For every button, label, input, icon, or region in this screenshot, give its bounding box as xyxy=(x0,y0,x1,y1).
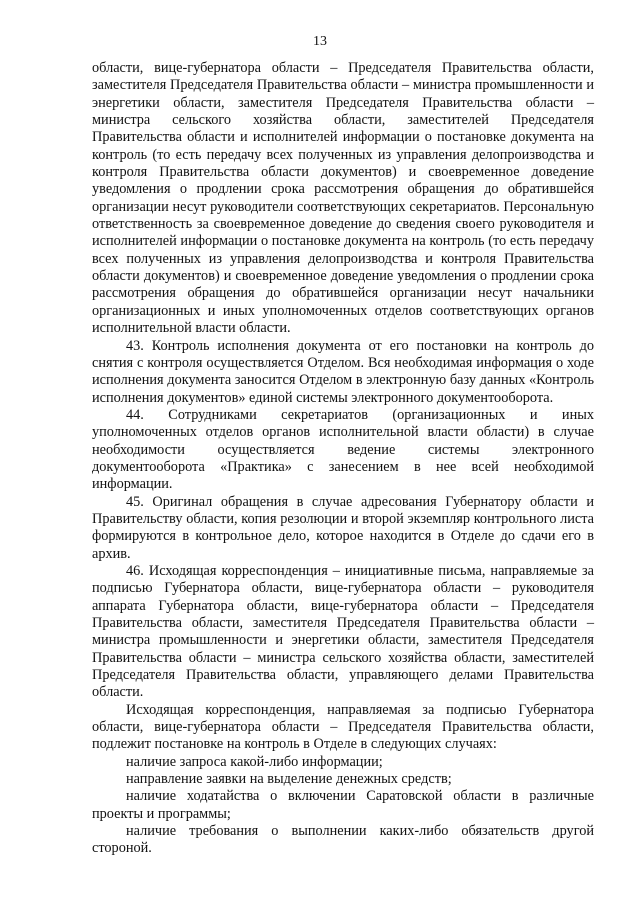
paragraph-outgoing-control: Исходящая корреспонденция, направляемая за подписью Губернатора области, вице-губернатора области – Председателя Правительства области, подлежит постановке на контроль в Отделе в следующих случаях: xyxy=(92,701,594,753)
list-item-info-request: наличие запроса какой-либо информации; xyxy=(126,753,383,770)
paragraph-46: 46. Исходящая корреспонденция – инициативные письма, направляемые за подписью Губернатора области, вице-губернатора области – руководителя аппарата Губернатора области, вице-губернатора области – Председателя Правительства области, заместителя Председателя Правительства области – министра промышленности и энергетики области, заместителя Председателя Правительства области – министра сельского хозяйства области, заместителей Председателя Правительства области, управляющего делами Правительства области. xyxy=(92,562,594,701)
paragraph-44: 44. Сотрудниками секретариатов (организационных и иных уполномоченных отделов органов исполнительной власти области) в случае необходимости осуществляется ведение системы электронного документооборота «Практика» с занесением в нее всей необходимой информации. xyxy=(92,406,594,493)
list-item-petition: наличие ходатайства о включении Саратовской области в различные проекты и программы; xyxy=(92,788,594,822)
paragraph-43: 43. Контроль исполнения документа от его постановки на контроль до снятия с контроля осуществляется Отделом. Вся необходимая информация о ходе исполнения документа заносится Отделом в электронную базу данных «Контроль исполнения документов» единой системы электронного документооборота. xyxy=(92,337,594,406)
paragraph-45: 45. Оригинал обращения в случае адресования Губернатору области и Правительству области, копия резолюции и второй экземпляр контрольного листа формируются в контрольное дело, которое находится в Отделе до сдачи его в архив. xyxy=(92,493,594,562)
paragraph-continuation: области, вице-губернатора области – Председателя Правительства области, заместителя Председателя Правительства области – министра промышленности и энергетики области, заместителя Председателя Правительства области – министра сельского хозяйства области, заместителей Председателя Правительства области и исполнителей информации о постановке документа на контроль (то есть передачу всех полученных из управления делопроизводства и контроля Правительства области документов) и своевременное доведение уведомления о продлении срока рассмотрения обращения до обратившейся организации несут руководители соответствующих секретариатов. Персональную ответственность за своевременное доведение до сведения своего руководителя и исполнителей информации о постановке документа на контроль (то есть передачу всех полученных из управления делопроизводства и контроля Правительства области документов) и своевременное доведение уведомления о продлении срока рассмотрения обращения до обратившейся организации несут начальники организационных и иных уполномоченных отделов соответствующих органов исполнительной власти области. xyxy=(92,60,594,337)
list-item-funding-request: направление заявки на выделение денежных средств; xyxy=(126,771,452,788)
page-number: 13 xyxy=(313,34,327,49)
document-body xyxy=(92,60,594,858)
list-item-obligations: наличие требования о выполнении каких-либо обязательств другой стороной. xyxy=(92,823,594,857)
